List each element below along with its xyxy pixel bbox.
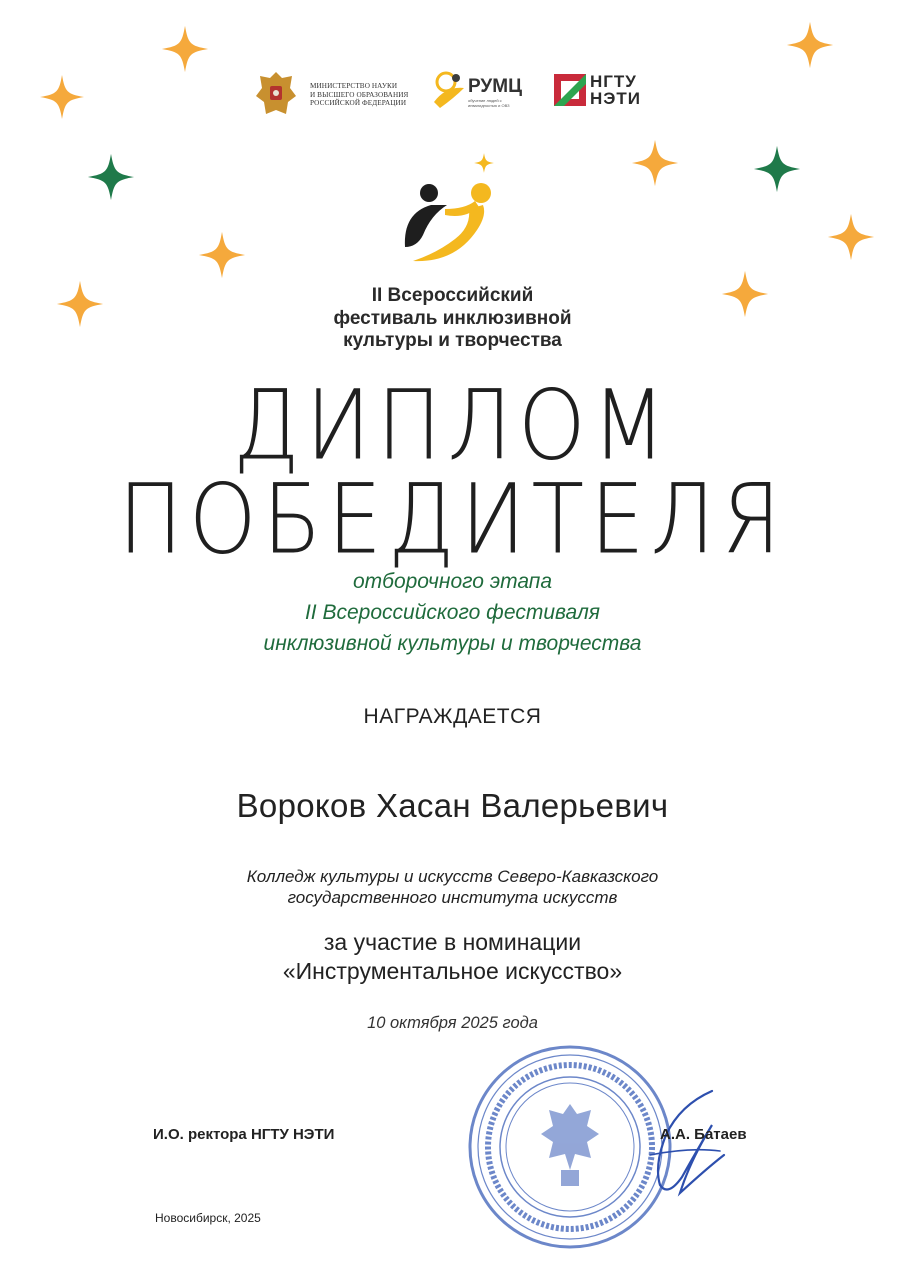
signatory-position: И.О. ректора НГТУ НЭТИ	[153, 1126, 335, 1143]
organization-line: государственного института искусств	[287, 888, 618, 907]
award-date: 10 октября 2025 года	[367, 1014, 538, 1032]
diploma-subtitle	[0, 566, 905, 659]
festival-title-line: фестиваль инклюзивной	[333, 307, 572, 329]
ngtu-line: НГТУ	[590, 72, 637, 91]
awarded-label: НАГРАЖДАЕТСЯ	[363, 705, 542, 728]
signature-icon	[620, 1085, 730, 1205]
star-icon	[828, 214, 874, 260]
ministry-line: И ВЫСШЕГО ОБРАЗОВАНИЯ	[310, 90, 409, 99]
festival-title-line: культуры и творчества	[343, 330, 562, 351]
rumc-logo-icon	[430, 68, 468, 112]
festival-title-line: II Всероссийский	[371, 285, 534, 306]
star-icon	[199, 232, 245, 278]
star-icon	[88, 154, 134, 200]
signatory-name: А.А. Батаев	[660, 1126, 747, 1143]
city-year: Новосибирск, 2025	[155, 1211, 261, 1225]
ministry-line: МИНИСТЕРСТВО НАУКИ	[310, 82, 398, 90]
diploma-title-line1: ДИПЛОМ	[233, 370, 672, 483]
organization	[0, 866, 905, 908]
subtitle-line: отборочного этапа	[352, 570, 553, 593]
organization-line: Колледж культуры и искусств Северо-Кавказского	[246, 867, 659, 886]
festival-logo-icon	[395, 175, 505, 270]
ngtu-label	[590, 73, 641, 107]
nomination	[0, 928, 905, 986]
star-icon	[474, 153, 494, 173]
festival-title	[0, 285, 905, 353]
partner-logos	[250, 68, 670, 120]
star-icon	[40, 75, 84, 119]
star-icon	[162, 26, 208, 72]
star-icon	[787, 22, 833, 68]
coat-of-arms-emblem-icon	[250, 68, 302, 120]
ministry-line: РОССИЙСКОЙ ФЕДЕРАЦИИ	[310, 99, 407, 107]
ministry-name	[310, 82, 408, 108]
rumc-label: РУМЦ	[468, 76, 522, 97]
star-icon	[632, 140, 678, 186]
recipient-name: Вороков Хасан Валерьевич	[236, 787, 669, 824]
ngtu-logo-icon	[554, 74, 586, 106]
star-icon	[754, 146, 800, 192]
diploma-title-line2: ПОБЕДИТЕЛЯ	[118, 464, 787, 577]
nomination-line: за участие в номинации	[323, 929, 582, 955]
rumc-subtitle: обучение людей с инвалидностью и ОВЗ	[468, 98, 510, 108]
subtitle-line: II Всероссийского фестиваля	[304, 601, 601, 624]
nomination-line: «Инструментальное искусство»	[282, 958, 623, 984]
subtitle-line: инклюзивной культуры и творчества	[263, 632, 642, 655]
ngtu-line: НЭТИ	[590, 89, 641, 108]
